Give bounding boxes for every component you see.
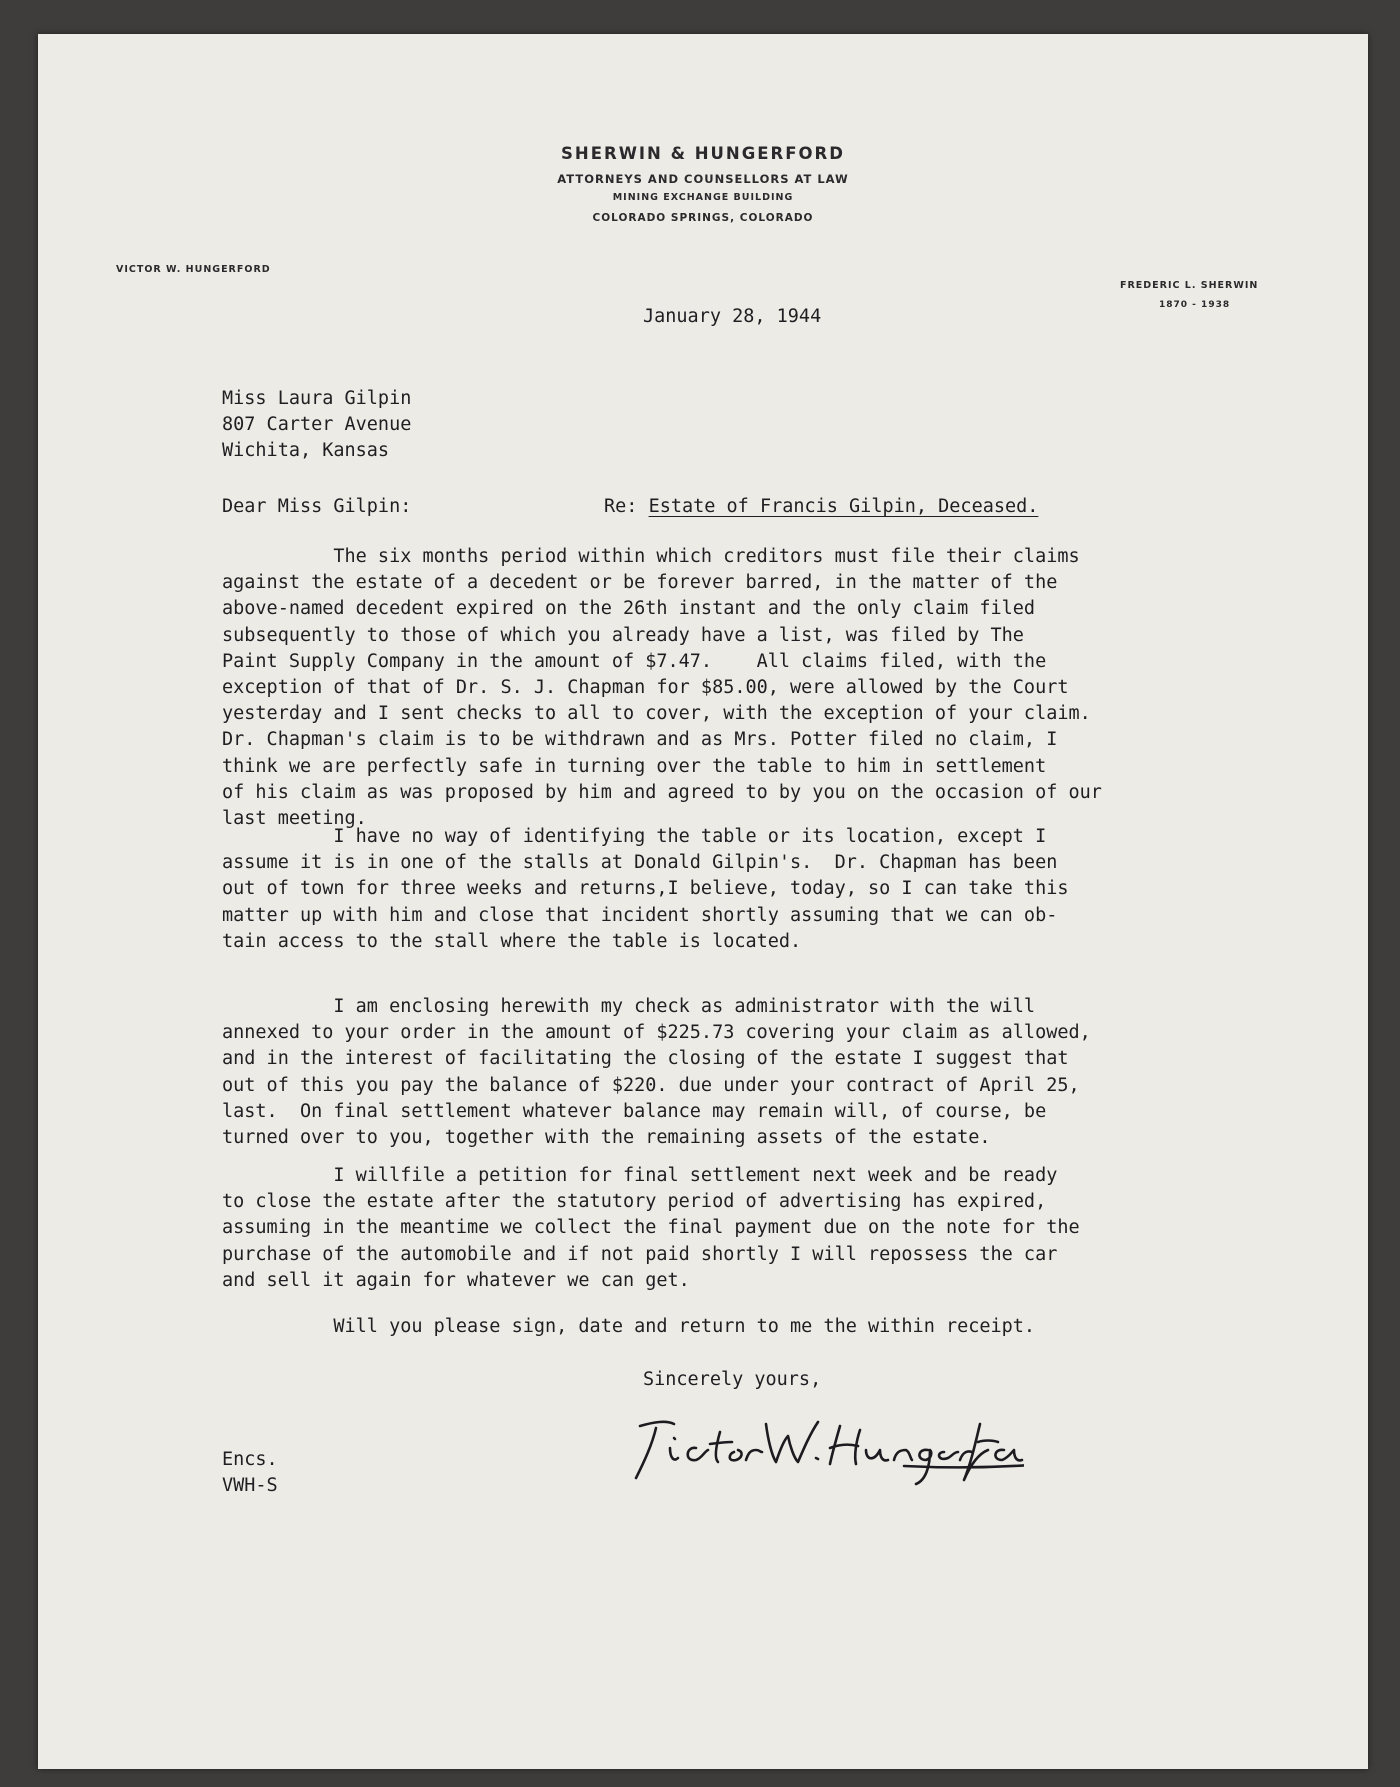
letterhead-partner-left: VICTOR W. HUNGERFORD — [116, 264, 271, 275]
recipient-name: Miss Laura Gilpin — [222, 388, 412, 409]
body-paragraph-3: I am enclosing herewith my check as administrator with the will annexed to your order in the amount of $225.73 covering your claim as allowed, and in the interest of facilitating the closing of the estate I suggest that out of this you pay the balance of $220. due under your contract of April 25, last. On final settlement whatever balance may remain will, of course, be turned over to you, together with the remaining assets of the estate. — [222, 996, 1091, 1149]
letterhead-building: MINING EXCHANGE BUILDING — [612, 192, 794, 203]
body-paragraph-5: Will you please sign, date and return to me the within receipt. — [222, 1316, 1036, 1337]
recipient-street: 807 Carter Avenue — [222, 414, 412, 436]
body-paragraph-2: I have no way of identifying the table or its location, except I assume it is in one of the stalls at Donald Gilpin's. Dr. Chapman has been out of town for three weeks and returns,I believe, today, so I can take this matter up with him and close that incident shortly assuming that we can ob- tain access to the stall where the table is located. — [222, 826, 1069, 952]
re-subject: Estate of Francis Gilpin, Deceased. — [648, 496, 1039, 517]
enclosures-notation: Encs. VWH-S — [222, 1449, 278, 1497]
complimentary-closing: Sincerely yours, — [643, 1369, 822, 1390]
letterhead-city: COLORADO SPRINGS, COLORADO — [592, 212, 814, 224]
recipient-address — [222, 386, 411, 465]
body-paragraph-1: The six months period within which creditors must file their claims against the estate of a decedent or be forever barred, in the matter of the above-named decedent expired on the 26th instant and the only claim filed subsequently to those of which you already have a list, was filed by The Paint Supply Company in the amount of $7.47. All claims filed, with the exception of that of Dr. S. J. Chapman for $85.00, were allowed by the Court yesterday and I sent checks to all to cover, with the exception of your claim. Dr. Chapman's claim is to be withdrawn and as Mrs. Potter filed no claim, I think we are perfectly safe in turning over the table to him in settlement of his claim as was proposed by him and agreed to by you on the occasion of our last meeting. — [222, 546, 1102, 830]
letter-date: January 28, 1944 — [643, 306, 822, 327]
letter-page — [38, 34, 1368, 1769]
recipient-city: Wichita, Kansas — [222, 440, 390, 462]
subject-line — [604, 494, 1038, 520]
re-label: Re: — [604, 496, 649, 517]
letterhead-firm-name: SHERWIN & HUNGERFORD — [561, 144, 845, 163]
letterhead-partner-right: FREDERIC L. SHERWIN — [1120, 280, 1259, 291]
salutation: Dear Miss Gilpin: — [222, 496, 412, 517]
handwritten-signature — [604, 1400, 1024, 1490]
letterhead-partner-years: 1870 - 1938 — [1159, 300, 1231, 310]
body-paragraph-4: I willfile a petition for final settlement next week and be ready to close the estate after the statutory period of advertising has expired, assuming in the meantime we collect the final payment due on the note for the purchase of the automobile and if not paid shortly I will repossess the car and sell it again for whatever we can get. — [222, 1165, 1080, 1291]
letterhead-subtitle: ATTORNEYS AND COUNSELLORS AT LAW — [557, 172, 849, 186]
